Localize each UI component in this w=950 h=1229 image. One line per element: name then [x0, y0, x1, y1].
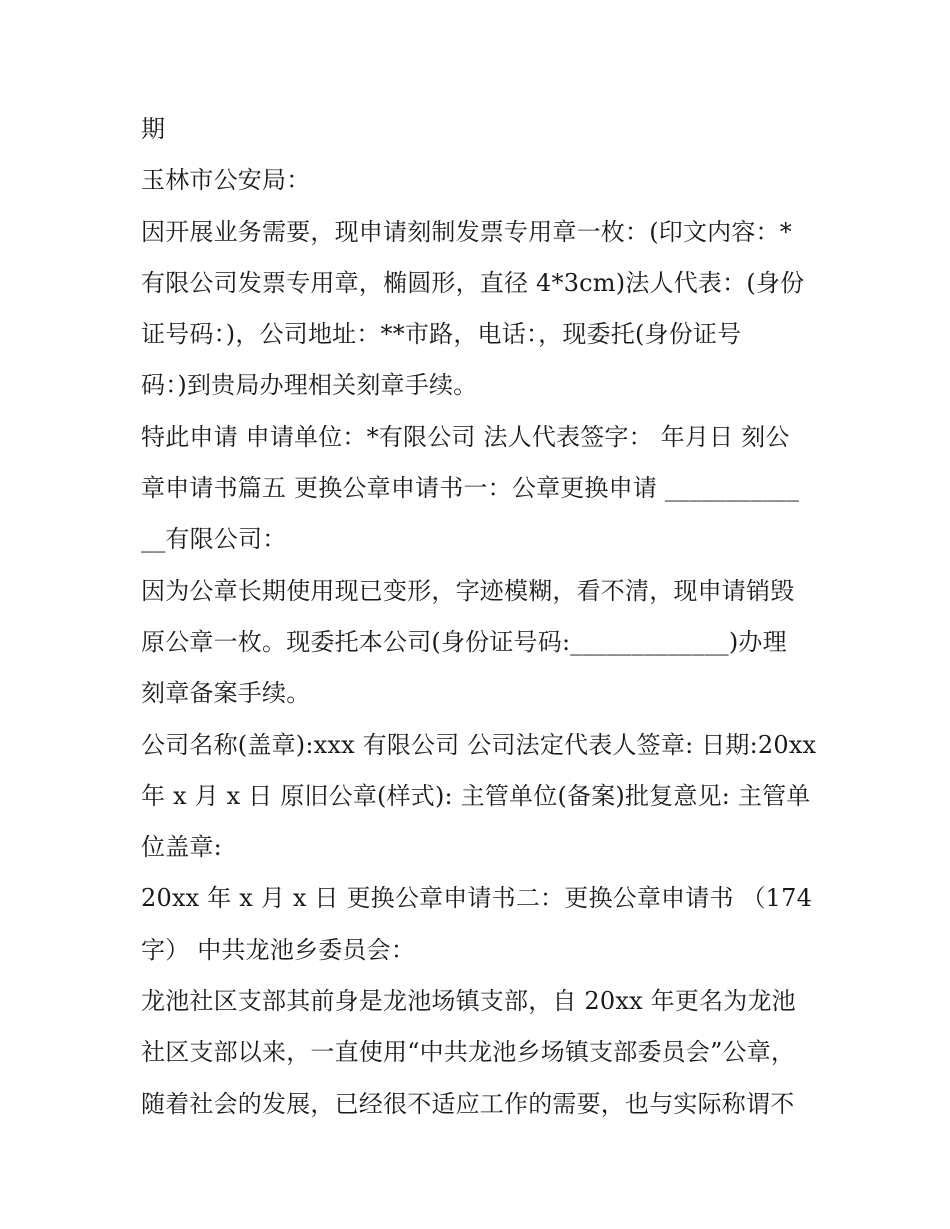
document-body [141, 104, 821, 1130]
text-line: 有限公司发票专用章，椭圆形，直径 4*3cm)法人代表：(身份 [141, 268, 805, 297]
text-line: 期 [141, 115, 166, 143]
text-line: 年 x 月 x 日 原旧公章(样式): 主管单位(备案)批复意见: 主管单 [141, 781, 811, 810]
text-line: 公司名称(盖章):xxx 有限公司 公司法定代表人签章: 日期:20xx [141, 730, 817, 759]
text-line: 因为公章长期使用现已变形，字迹模糊，看不清，现申请销毁 [141, 576, 795, 605]
text-line: 因开展业务需要，现申请刻制发票专用章一枚：(印文内容：* [141, 217, 792, 246]
text-line: 码：)到贵局办理相关刻章手续。 [141, 371, 478, 400]
text-line: 龙池社区支部其前身是龙池场镇支部，自 20xx 年更名为龙池 [141, 987, 796, 1016]
text-line: 原公章一枚。现委托本公司(身份证号码:_____________)办理 [141, 627, 787, 656]
text-line: 字） 中共龙池乡委员会： [141, 935, 416, 964]
text-line: 证号码：)，公司地址：**市路，电话：，现委托(身份证号 [141, 320, 742, 349]
text-line: 章申请书篇五 更换公章申请书一：公章更换申请 ___________ [141, 474, 800, 503]
text-line: 位盖章: [141, 833, 222, 862]
text-line: 刻章备案手续。 [141, 679, 311, 708]
text-line: 社区支部以来，一直使用“中共龙池乡场镇支部委员会”公章， [141, 1038, 796, 1067]
text-line: 玉林市公安局： [141, 166, 311, 195]
text-line: 20xx 年 x 月 x 日 更换公章申请书二：更换公章申请书 （174 [141, 884, 813, 913]
text-line: 随着社会的发展，已经很不适应工作的需要，也与实际称谓不 [141, 1089, 795, 1118]
text-line: 特此申请 申请单位：*有限公司 法人代表签字： 年月日 刻公 [141, 422, 790, 451]
text-line: __有限公司： [141, 525, 287, 554]
